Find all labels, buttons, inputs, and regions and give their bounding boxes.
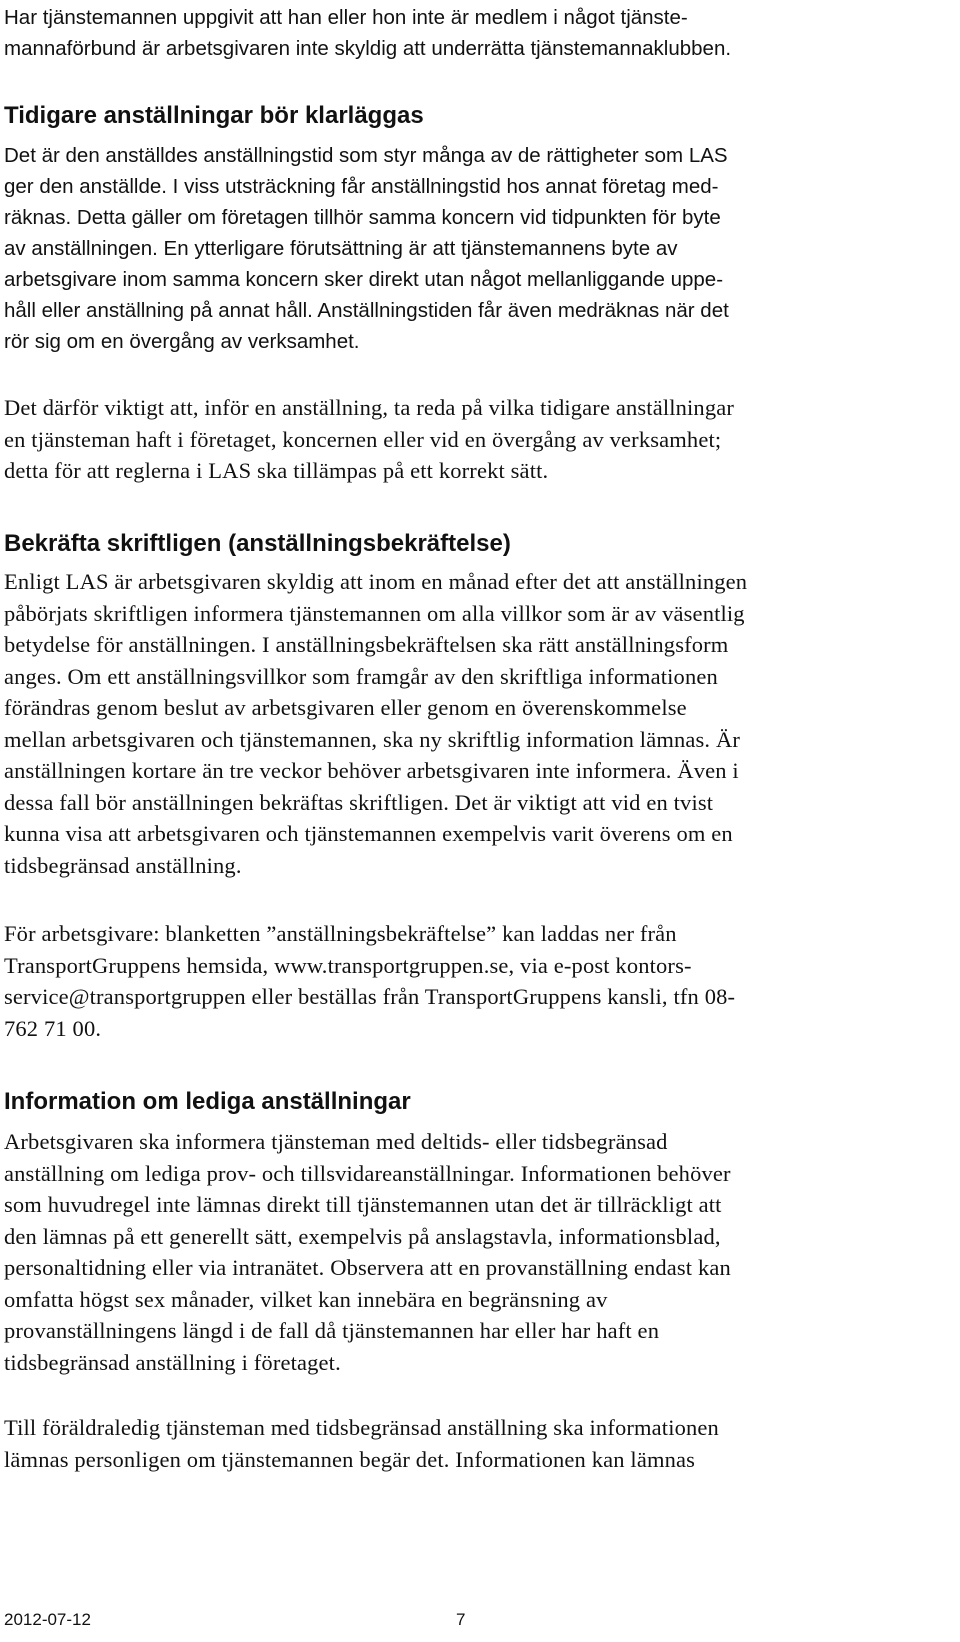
text-line: Enligt LAS är arbetsgivaren skyldig att inom en månad efter det att anställningen bbox=[4, 569, 748, 594]
text-line: 762 71 00. bbox=[4, 1015, 102, 1041]
text-line: anges. Om ett anställningsvillkor som framgår av den skriftliga informationen bbox=[4, 663, 718, 689]
text-line: tidsbegränsad anställning i företaget. bbox=[4, 1349, 341, 1375]
intro-paragraph bbox=[4, 2, 731, 64]
text-line: TransportGruppens hemsida, www.transportgruppen.se, via e-post kontors- bbox=[4, 952, 692, 978]
text-line: personaltidning eller via intranätet. Observera att en provanställning endast kan bbox=[4, 1255, 731, 1280]
text-line: förändras genom beslut av arbetsgivaren eller genom en överenskommelse bbox=[4, 695, 687, 720]
text-line: lämnas personligen om tjänstemannen begär det. Informationen kan lämnas bbox=[4, 1446, 696, 1472]
text-line: anställning om lediga prov- och tillsvidareanställningar. Informationen behöver bbox=[4, 1160, 731, 1186]
text-line: Har tjänstemannen uppgivit att han eller hon inte är medlem i något tjänste- bbox=[4, 6, 688, 29]
section-heading-information-lediga-anstallningar: Information om lediga anställningar bbox=[4, 1088, 411, 1115]
text-line: För arbetsgivare: blanketten ”anställningsbekräftelse” kan laddas ner från bbox=[4, 921, 677, 946]
text-line: Det är den anställdes anställningstid som styr många av de rättigheter som LAS bbox=[4, 144, 728, 167]
text-line: av anställningen. En ytterligare förutsättning är att tjänstemannens byte av bbox=[4, 237, 678, 260]
section-heading-tidigare-anstallningar: Tidigare anställningar bör klarläggas bbox=[4, 102, 424, 129]
section3-paragraph-2 bbox=[4, 1412, 719, 1475]
text-line: mellan arbetsgivaren och tjänstemannen, ska ny skriftlig information lämnas. Är bbox=[4, 726, 741, 752]
text-line: rör sig om en övergång av verksamhet. bbox=[4, 330, 360, 353]
text-line: provanställningens längd i de fall då tjänstemannen har eller har haft en bbox=[4, 1318, 660, 1343]
text-line: räknas. Detta gäller om företagen tillhör samma koncern vid tidpunkten för byte bbox=[4, 206, 721, 229]
text-line: en tjänsteman haft i företaget, koncernen eller vid en övergång av verksamhet; bbox=[4, 426, 722, 452]
text-line: Arbetsgivaren ska informera tjänsteman med deltids- eller tidsbegränsad bbox=[4, 1129, 668, 1154]
text-line: arbetsgivare inom samma koncern sker direkt utan något mellanliggande uppe- bbox=[4, 268, 724, 291]
text-line: ger den anställde. I viss utsträckning får anställningstid hos annat företag med- bbox=[4, 175, 719, 198]
text-line: den lämnas på ett generellt sätt, exempelvis på anslagstavla, informationsblad, bbox=[4, 1223, 721, 1249]
section1-paragraph-2 bbox=[4, 392, 734, 487]
page-number: 7 bbox=[456, 1610, 466, 1629]
text-line: omfatta högst sex månader, vilket kan innebära en begränsning av bbox=[4, 1286, 608, 1312]
section3-paragraph bbox=[4, 1126, 731, 1378]
text-line: som huvudregel inte lämnas direkt till tjänstemannen utan det är tillräckligt att bbox=[4, 1192, 722, 1217]
footer-date: 2012-07-12 bbox=[4, 1610, 91, 1629]
section-heading-bekrafta-skriftligen: Bekräfta skriftligen (anställningsbekräftelse) bbox=[4, 530, 511, 557]
text-line: Till föräldraledig tjänsteman med tidsbegränsad anställning ska informationen bbox=[4, 1415, 719, 1440]
text-line: tidsbegränsad anställning. bbox=[4, 852, 242, 878]
section1-paragraph bbox=[4, 140, 729, 357]
text-line: håll eller anställning på annat håll. Anställningstiden får även medräknas när det bbox=[4, 299, 729, 322]
text-line: mannaförbund är arbetsgivaren inte skyldig att underrätta tjänstemannaklubben. bbox=[4, 37, 732, 60]
section2-paragraph-2 bbox=[4, 918, 735, 1044]
text-line: service@transportgruppen eller beställas från TransportGruppens kansli, tfn 08- bbox=[4, 984, 736, 1009]
text-line: påbörjats skriftligen informera tjänstemannen om alla villkor som är av väsentlig bbox=[4, 600, 745, 626]
text-line: Det därför viktigt att, inför en anställning, ta reda på vilka tidigare anställningar bbox=[4, 395, 735, 420]
section2-paragraph bbox=[4, 566, 747, 881]
text-line: detta för att reglerna i LAS ska tillämpas på ett korrekt sätt. bbox=[4, 458, 549, 483]
text-line: kunna visa att arbetsgivaren och tjänstemannen exempelvis varit överens om en bbox=[4, 821, 733, 846]
text-line: betydelse för anställningen. I anställningsbekräftelsen ska rätt anställningsform bbox=[4, 632, 729, 657]
text-line: dessa fall bör anställningen bekräftas skriftligen. Det är viktigt att vid en tvist bbox=[4, 789, 714, 815]
text-line: anställningen kortare än tre veckor behöver arbetsgivaren inte informera. Även i bbox=[4, 758, 739, 783]
